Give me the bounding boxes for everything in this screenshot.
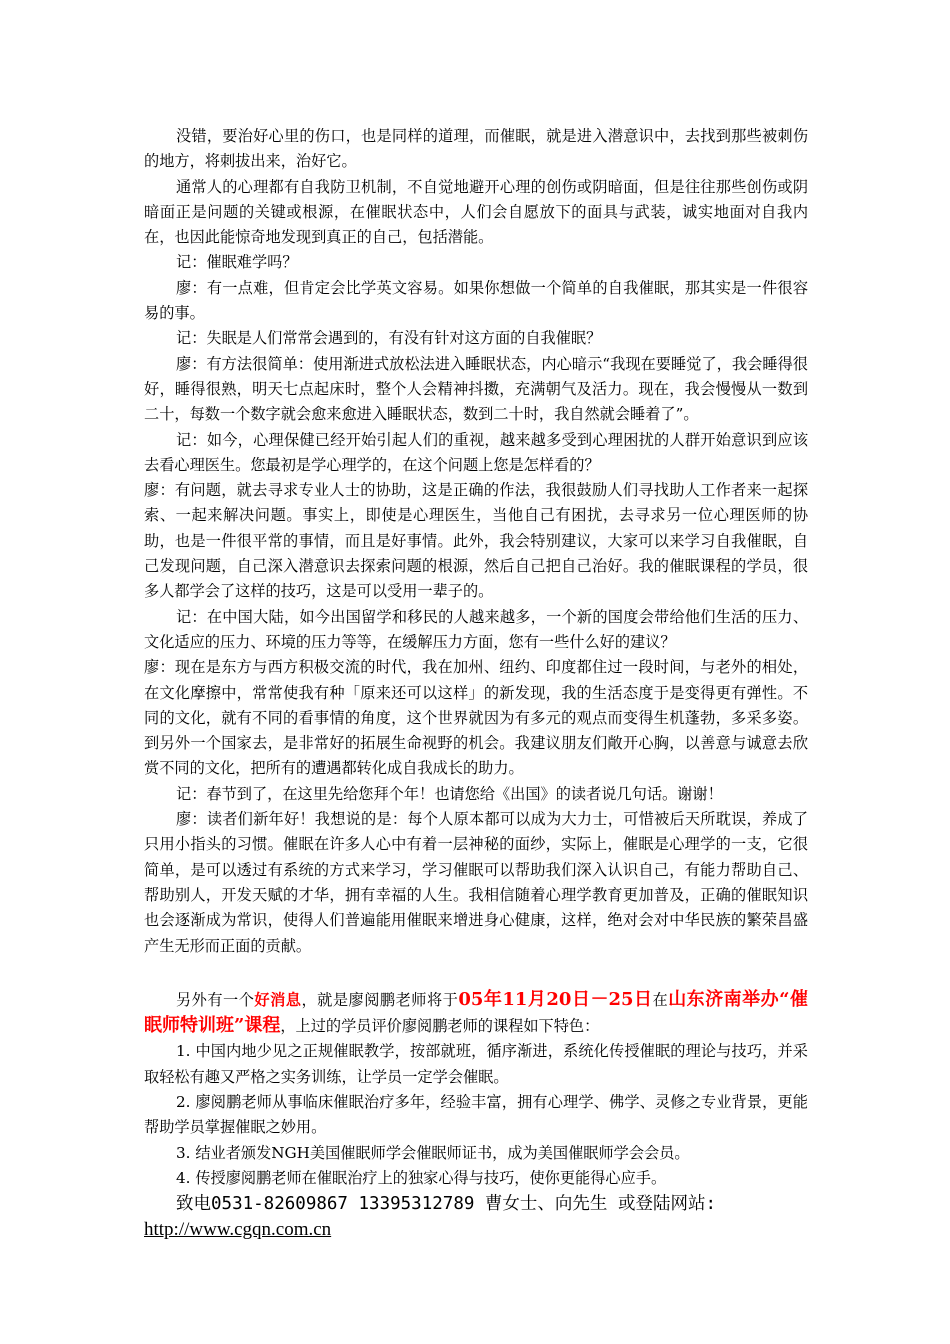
body-paragraph: 廖：有一点难，但肯定会比学英文容易。如果你想做一个简单的自我催眠，那其实是一件很容易的事。 [144,278,808,323]
announcement-text: ，就是廖阅鹏老师将于 [301,990,459,1009]
body-paragraph: 廖：有方法很简单：使用渐进式放松法进入睡眠状态，内心暗示“我现在要睡觉了，我会睡得很好，睡得很熟，明天七点起床时，整个人会精神抖擞，充满朝气及活力。现在，我会慢慢从一数到二十，每数一个数字就会愈来愈进入睡眠状态，数到二十时，我自然就会睡着了”。 [144,354,808,424]
body-paragraph: 没错，要治好心里的伤口，也是同样的道理，而催眠，就是进入潜意识中，去找到那些被刺伤的地方，将刺拔出来，治好它。 [144,127,808,171]
body-paragraph: 记：春节到了，在这里先给您拜个年！也请您给《出国》的读者说几句话。谢谢！ [176,784,723,803]
announcement-paragraph [144,987,808,1040]
section-gap [144,959,808,987]
feature-item: 2. 廖阅鹏老师从事临床催眠治疗多年，经验丰富，拥有心理学、佛学、灵修之专业背景，更能帮助学员掌握催眠之妙用。 [144,1092,808,1137]
features-list [144,1039,808,1191]
good-news-highlight: 好消息 [254,990,302,1009]
feature-item: 3. 结业者颁发NGH美国催眠师学会催眠师证书，成为美国催眠师学会会员。 [176,1143,690,1162]
announcement-text: ，上过的学员评价廖阅鹏老师的课程如下特色： [280,1017,600,1036]
course-date-highlight: 05年11月20日－25日 [458,988,653,1010]
feature-item: 4. 传授廖阅鹏老师在催眠治疗上的独家心得与技巧，使你更能得心应手。 [176,1168,667,1187]
body-paragraph: 廖：有问题，就去寻求专业人士的协助，这是正确的作法，我很鼓励人们寻找助人工作者来一起探索、一起来解决问题。事实上，即使是心理医生，当他自己有困扰，去寻求另一位心理医师的协助，也是一件很平常的事情，而且是好事情。此外，我会特别建议，大家可以来学习自我催眠，自己发现问题，自己深入潜意识去探索问题的根源，然后自己把自己治好。我的催眠课程的学员，很多人都学会了这样的技巧，这是可以受用一辈子的。 [144,481,808,601]
announcement-text: 另外有一个 [176,990,255,1009]
body-paragraph: 记：失眠是人们常常会遇到的，有没有针对这方面的自我催眠？ [176,329,602,348]
body-paragraph: 记：在中国大陆，如今出国留学和移民的人越来越多，一个新的国度会带给他们生活的压力、文化适应的压力、环境的压力等等，在缓解压力方面，您有一些什么好的建议？ [144,607,808,651]
course-location-highlight: 山东济南举办“催眠师特训班”课程 [144,988,809,1037]
body-paragraph: 记：如今，心理保健已经开始引起人们的重视，越来越多受到心理困扰的人群开始意识到应该去看心理医生。您最初是学心理学的，在这个问题上您是怎样看的？ [144,430,808,474]
interview-section [144,124,808,959]
body-paragraph: 记：催眠难学吗？ [176,253,298,272]
body-paragraph: 廖：现在是东方与西方积极交流的时代，我在加州、纽约、印度都住过一段时间，与老外的相处，在文化摩擦中，常常使我有种「原来还可以这样」的新发现，我的生活态度于是变得更有弹性。不同的文化，就有不同的看事情的角度，这个世界就因为有多元的观点而变得生机蓬勃，多采多姿。到另外一个国家去，是非常好的拓展生命视野的机会。我建议朋友们敞开心胸，以善意与诚意去欣赏不同的文化，把所有的遭遇都转化成自我成长的助力。 [144,658,808,778]
announcement-text: 在 [652,990,669,1009]
feature-item: 1. 中国内地少见之正规催眠教学，按部就班，循序渐进，系统化传授催眠的理论与技巧，并采取轻松有趣又严格之实务训练，让学员一定学会催眠。 [144,1042,808,1086]
website-link[interactable]: http://www.cgqn.com.cn [144,1219,332,1241]
body-paragraph: 廖：读者们新年好！我想说的是：每个人原本都可以成为大力士，可惜被后天所耽误，养成了只用小指头的习惯。催眠在许多人心中有着一层神秘的面纱，实际上，催眠是心理学的一支，它很简单，是可以透过有系统的方式来学习，学习催眠可以帮助我们深入认识自己，有能力帮助自己、帮助别人，开发天赋的才华，拥有幸福的人生。我相信随着心理学教育更加普及，正确的催眠知识也会逐渐成为常识，使得人们普遍能用催眠来增进身心健康，这样，绝对会对中华民族的繁荣昌盛产生无形而正面的贡献。 [144,810,808,955]
document-body [144,124,808,1243]
body-paragraph: 通常人的心理都有自我防卫机制，不自觉地避开心理的创伤或阴暗面，但是往往那些创伤或阴暗面正是问题的关键或根源，在催眠状态中，人们会自愿放下的面具与武装，诚实地面对自我内在，也因此能惊奇地发现到真正的自己，包括潜能。 [144,177,808,247]
contact-line: 致电0531-82609867 13395312789 曹女士、向先生 或登陆网站: [176,1194,717,1215]
